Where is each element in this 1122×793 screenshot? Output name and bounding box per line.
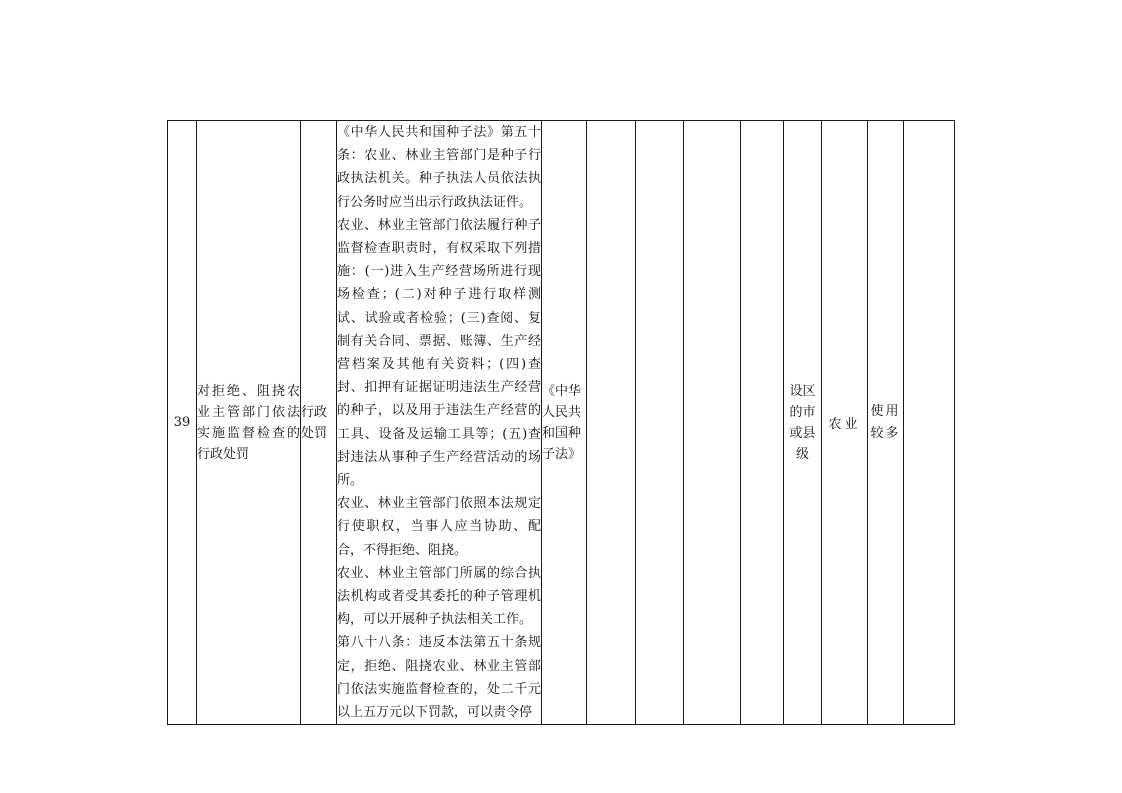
category-cell: 行政处罚 (301, 121, 337, 725)
empty-cell (904, 121, 955, 725)
basis-paragraph: 农业、林业主管部门所属的综合执法机构或者受其委托的种子管理机构，可以开展种子执法相关工作。 (337, 565, 541, 628)
table-row (168, 121, 955, 725)
basis-paragraph: 第八十八条：违反本法第五十条规定，拒绝、阻挠农业、林业主管部门依法实施监督检查的，处二千元以上五万元以下罚款，可以责令停 (337, 635, 541, 721)
basis-paragraph: 农业、林业主管部门依法履行种子监督检查职责时，有权采取下列措施：(一)进入生产经营场所进行现场检查；(二)对种子进行取样测试、试验或者检验；(三)查阅、复制有关合同、票据、账簿、生产经营档案及其他有关资料；(四)查封、扣押有证据证明违法生产经营的种子，以及用于违法生产经营的工具、设备及运输工具等；(五)查封违法从事种子生产经营活动的场所。 (337, 217, 541, 489)
catalog-table (167, 120, 955, 725)
implementation-level-cell: 设区的市或县级 (784, 121, 822, 725)
empty-cell (587, 121, 636, 725)
basis-paragraph: 《中华人民共和国种子法》第五十条：农业、林业主管部门是种子行政执法机关。种子执法人员依法执行公务时应当出示行政执法证件。 (337, 125, 541, 210)
department-cell: 农业 (822, 121, 868, 725)
basis-paragraph: 农业、林业主管部门依照本法规定行使职权，当事人应当协助、配合，不得拒绝、阻挠。 (337, 496, 541, 558)
empty-cell (741, 121, 784, 725)
law-name-cell: 《中华人民共和国种子法》 (542, 121, 587, 725)
empty-cell (636, 121, 684, 725)
row-number-cell: 39 (168, 121, 197, 725)
item-name-cell: 对拒绝、阻挠农业主管部门依法实施监督检查的行政处罚 (197, 121, 301, 725)
usage-frequency-cell: 使用较多 (868, 121, 904, 725)
legal-basis-cell (337, 121, 542, 725)
empty-cell (684, 121, 741, 725)
